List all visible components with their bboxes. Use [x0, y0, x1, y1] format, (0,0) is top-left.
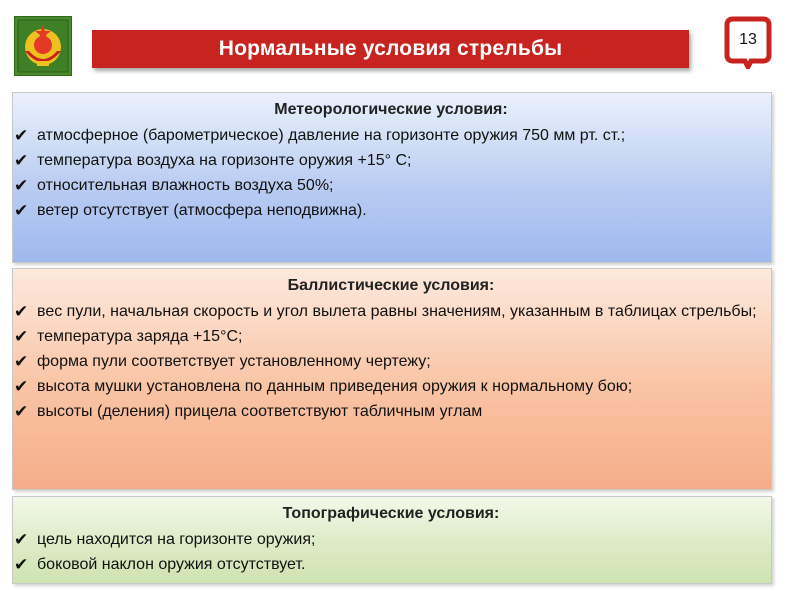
meteo-conditions-title: Метеорологические условия:: [274, 101, 508, 118]
check-icon: ✔: [14, 327, 29, 346]
check-icon: ✔: [14, 377, 29, 396]
list-item-text: высота мушки установлена по данным приведения оружия к нормальному бою;: [37, 378, 633, 395]
list-item: [14, 349, 765, 374]
check-icon: ✔: [14, 176, 29, 195]
list-item-text: форма пули соответствует установленному чертежу;: [37, 353, 431, 370]
ballistic-conditions-title: Баллистические условия:: [287, 277, 495, 294]
page-title: Нормальные условия стрельбы: [218, 37, 563, 60]
list-item: [14, 552, 765, 577]
list-item: [14, 374, 765, 399]
list-item: [14, 123, 765, 148]
ballistic-conditions-panel: [12, 268, 772, 490]
military-emblem-icon: [14, 16, 72, 76]
page-number-badge: [721, 15, 775, 69]
list-item: [14, 527, 765, 552]
topo-conditions-title: Топографические условия:: [282, 505, 500, 522]
check-icon: ✔: [14, 402, 29, 421]
check-icon: ✔: [14, 302, 29, 321]
list-item: [14, 299, 765, 324]
topo-conditions-list: [14, 527, 765, 577]
list-item-text: ветер отсутствует (атмосфера неподвижна).: [37, 202, 367, 219]
list-item: [14, 399, 765, 424]
topo-conditions-panel: [12, 496, 772, 584]
list-item: [14, 148, 765, 173]
list-item-text: цель находится на горизонте оружия;: [37, 531, 316, 548]
check-icon: ✔: [14, 352, 29, 371]
list-item-text: относительная влажность воздуха 50%;: [37, 177, 334, 194]
check-icon: ✔: [14, 151, 29, 170]
list-item-text: атмосферное (барометрическое) давление на горизонте оружия 750 мм рт. ст.;: [37, 127, 626, 144]
ballistic-conditions-list: [14, 299, 765, 424]
list-item-text: температура заряда +15°С;: [37, 328, 243, 345]
check-icon: ✔: [14, 201, 29, 220]
list-item-text: вес пули, начальная скорость и угол вылета равны значениям, указанным в таблицах стрельбы;: [37, 303, 757, 320]
check-icon: ✔: [14, 555, 29, 574]
meteo-conditions-panel: [12, 92, 772, 263]
check-icon: ✔: [14, 530, 29, 549]
title-bar: [92, 30, 689, 68]
list-item: [14, 324, 765, 349]
meteo-conditions-list: [14, 123, 765, 223]
list-item-text: боковой наклон оружия отсутствует.: [37, 556, 306, 573]
list-item: [14, 198, 765, 223]
list-item-text: высоты (деления) прицела соответствуют табличным углам: [37, 403, 483, 420]
list-item: [14, 173, 765, 198]
emblem-graphic: [15, 17, 71, 75]
list-item-text: температура воздуха на горизонте оружия +15° С;: [37, 152, 412, 169]
page-number: 13: [739, 31, 757, 48]
check-icon: ✔: [14, 126, 29, 145]
